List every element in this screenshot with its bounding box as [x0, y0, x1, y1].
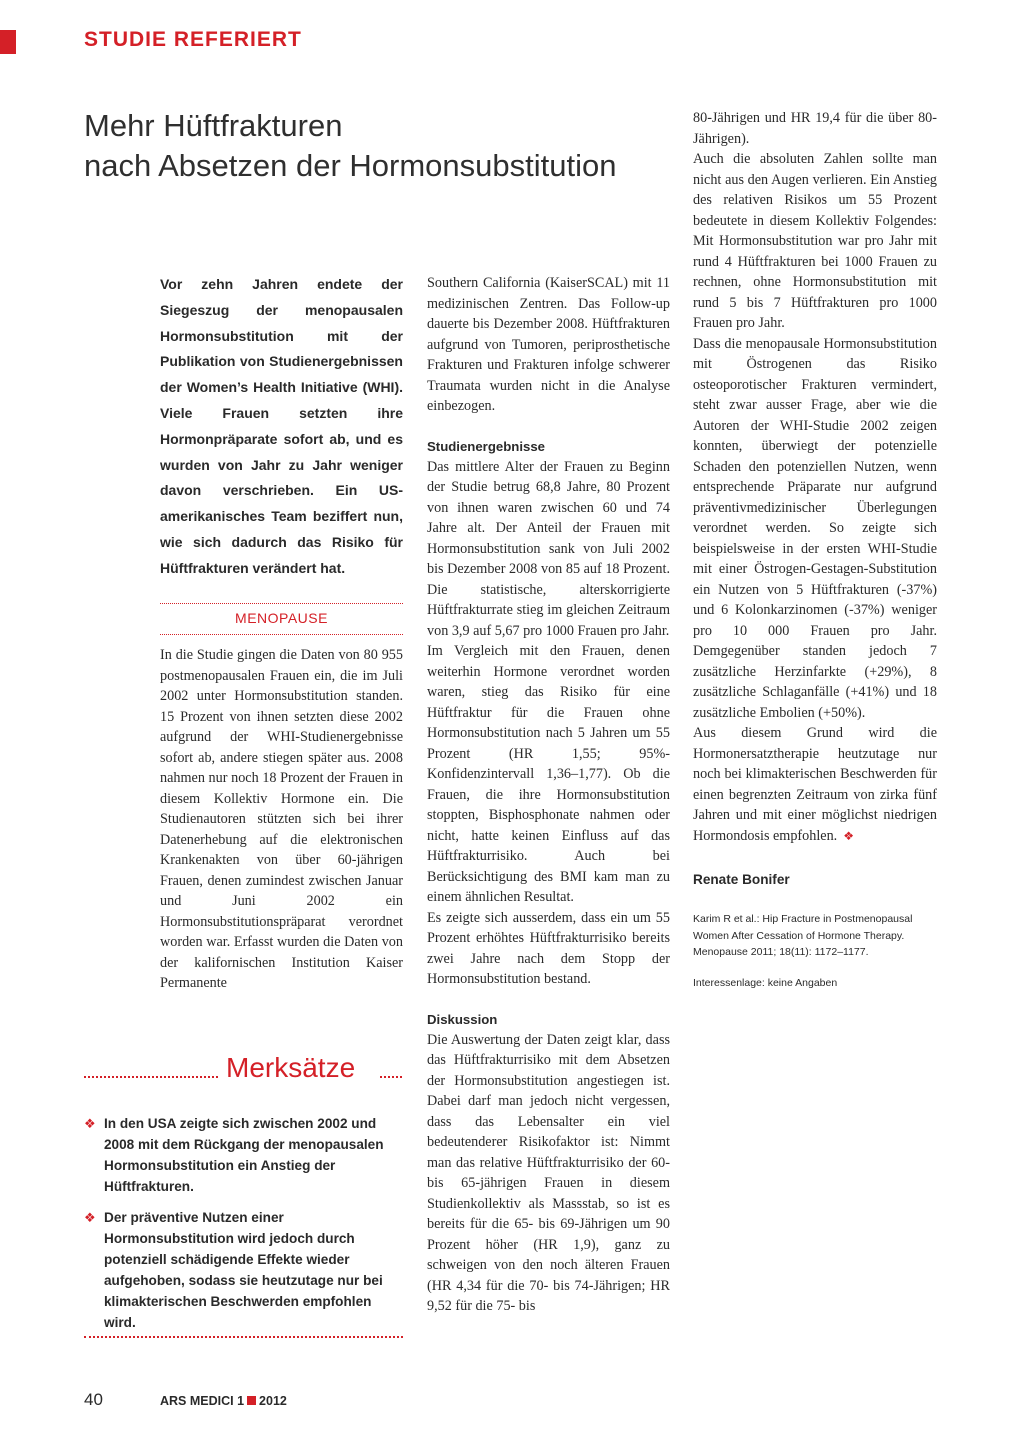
end-diamond-icon: ❖: [843, 828, 854, 843]
merksaetze-divider-right: [380, 1076, 402, 1078]
author-name: Renate Bonifer: [693, 872, 790, 887]
body-paragraph: In die Studie gingen die Daten von 80 955 postmenopausalen Frauen ein, die im Juli 2002 unter Hormonsubstitution standen. 15 Prozent von ihnen setzten diese 2002 aufgrund der WHI-Studienergebnisse sofort ab, andere stiegen später aus. 2008 nahmen nur noch 18 Prozent der Frauen in diesem Kollektiv Hormone ein. Die Studienautoren stützten sich bei ihrer Datenerhebung auf die elektronischen Krankenakten von über 60-jährigen Frauen, denen zumindest zwischen Januar und Juni 2002 ein Hormonsubstitutionspräparat verordnet worden war. Erfasst wurden die Daten von der kalifornischen Institution Kaiser Permanente: [160, 647, 403, 991]
conflict-of-interest: Interessenlage: keine Angaben: [693, 977, 838, 989]
body-paragraph: Auch die absoluten Zahlen sollte man nicht aus den Augen verlieren. Ein Anstieg des relativen Risikos um 55 Prozent bedeutete in diesem Kollektiv Folgendes: Mit Hormonsubstitution war pro Jahr mit rund 4 Hüftfrakturen bei 1000 Frauen zu rechnen, ohne Hormonsubstitution mit rund 5 bis 7 Hüftfrakturen pro 1000 Frauen pro Jahr.: [693, 151, 937, 331]
kicker-divider-bottom: [160, 634, 403, 635]
body-column-3: [693, 108, 937, 846]
body-paragraph: Southern California (KaiserSCAL) mit 11 medizinischen Zentren. Das Follow-up dauerte bis Dezember 2008. Hüftfrakturen aufgrund von Tumoren, periprosthetische Frakturen und Frakturen infolge schwerer Traumata wurden nicht in die Analyse einbezogen.: [427, 275, 670, 414]
title-line-2: nach Absetzen der Hormonsubstitution: [84, 148, 617, 183]
subheading-discussion: Diskussion: [427, 1011, 498, 1027]
merksaetze-item: ❖ Der präventive Nutzen einer Hormonsubstitution wird jedoch durch potenziell schädigende Effekte wieder aufgehoben, sodass sie heutzutage nur bei klimakterischen Beschwerden empfohlen wird.: [84, 1207, 403, 1312]
merksaetze-divider-bottom: [84, 1336, 403, 1338]
page-number: 40: [84, 1390, 103, 1409]
kicker-divider-top: [160, 603, 403, 604]
page-title: [84, 106, 684, 186]
body-paragraph: Dass die menopausale Hormonsubstitution mit Östrogenen das Risiko osteoporotischer Frakturen vermindert, steht zwar ausser Frage, aber wie die Autoren der WHI-Studie 2002 zeigen konnten, überwiegt der potenzielle Schaden den potenziellen Nutzen, wenn entsprechende Präparate nur aufgrund präventivmedizinischer Überlegungen verordnet werden. So zeigte sich beispielsweise in der ersten WHI-Studie mit einer Östrogen-Gestagen-Substitution ein Nutzen von 5 Hüftfrakturen (-37%) und 6 Kolonkarzinomen (-37%) weniger pro 10 000 Frauen pro Jahr. Demgegenüber standen jedoch 7 zusätzliche Herzinfarkte (+29%), 8 zusätzliche Schlaganfälle (+41%) und 18 zusätzliche Embolien (+50%).: [693, 335, 937, 721]
merksaetze-divider-left: [84, 1076, 218, 1078]
lead-paragraph: Vor zehn Jahren endete der Siegeszug der menopausalen Hormonsubstitution mit der Publikation von Studienergebnissen der Women’s Health Initiative (WHI). Viele Frauen setzten ihre Hormonpräparate sofort ab, und es wurden von Jahr zu Jahr weniger davon verschrieben. Ein US-amerikanisches Team beziffert nun, wie sich dadurch das Risiko für Hüftfrakturen verändert hat.: [160, 276, 403, 576]
merksaetze-item: ❖ In den USA zeigte sich zwischen 2002 und 2008 mit dem Rückgang der menopausalen Hormonsubstitution ein Anstieg der Hüftfrakturen.: [84, 1113, 403, 1197]
merksaetze-title: Merksätze: [226, 1052, 356, 1083]
body-column-1: [160, 645, 403, 994]
body-paragraph: Die Auswertung der Daten zeigt klar, dass das Hüftfrakturrisiko mit dem Absetzen der Hormonsubstitution angestiegen ist. Dabei darf man jedoch nicht vergessen, dass das Lebensalter ein viel bedeutenderer Risikofaktor ist: Nimmt man das relative Hüftfrakturrisiko der 60- bis 65-jährigen Frauen in diesem Studienkollektiv als Massstab, so ist es bereits für die 65- bis 69-Jährigen um 90 Prozent höher (HR 1,9), ganz zu schweigen von den noch älteren Frauen (HR 4,34 für die 70- bis 74-Jährigen; HR 9,52 für die 75- bis: [427, 1031, 670, 1314]
merksaetze-header: [84, 1054, 403, 1088]
footer-journal: [160, 1394, 287, 1408]
body-column-2: [427, 273, 670, 1317]
subheading-results: Studienergebnisse: [427, 438, 545, 454]
body-paragraph: 80-Jährigen und HR 19,4 für die über 80-Jährigen).: [693, 110, 937, 147]
kicker: MENOPAUSE: [235, 610, 328, 626]
journal-year: 2012: [259, 1394, 287, 1408]
body-paragraph: Das mittlere Alter der Frauen zu Beginn der Studie betrug 68,8 Jahre, 80 Prozent von ihnen waren zwischen 60 und 74 Jahre alt. Der Anteil der Frauen mit Hormonsubstitution sank von Juli 2002 bis Dezember 2008 von 85 auf 18 Prozent. Die statistische, alterskorrigierte Hüftfrakturrate stieg im gleichen Zeitraum von 3,9 auf 5,67 pro 1000 Frauen pro Jahr.: [427, 458, 670, 639]
section-label: STUDIE REFERIERT: [84, 28, 302, 51]
section-marker: [0, 30, 16, 54]
diamond-icon: ❖: [84, 1116, 96, 1131]
body-paragraph: [693, 723, 937, 846]
closing-text: Aus diesem Grund wird die Hormonersatztherapie heutzutage nur noch bei klimakterischen Beschwerden für einen begrenzten Zeitraum von zirka fünf Jahren und mit einer möglichst niedrigen Hormondosis empfohlen.: [693, 725, 937, 844]
title-line-1: Mehr Hüftfrakturen: [84, 108, 343, 143]
journal-name: ARS MEDICI 1: [160, 1394, 245, 1408]
reference: Karim R et al.: Hip Fracture in Postmenopausal Women After Cessation of Hormone Therapy. Menopause 2011; 18(11): 1172–1177.: [693, 913, 913, 958]
square-icon: [247, 1396, 256, 1405]
diamond-icon: ❖: [84, 1210, 96, 1225]
body-paragraph: Im Vergleich mit den Frauen, denen weiterhin Hormone verordnet worden waren, stieg das Risiko für eine Hüftfraktur für die Frauen ohne Hormonsubstitution nach 5 Jahren um 55 Prozent (HR 1,55; 95%-Konfidenzintervall 1,36–1,77). Ob die Frauen, die ihre Hormonsubstitution stoppten, Bisphosphonate nahmen oder nicht, hatte keinen Einfluss auf das Hüftfrakturrisiko. Auch bei Berücksichtigung des BMI kam man zu einem ähnlichen Resultat.: [427, 643, 670, 905]
body-paragraph: Es zeigte sich ausserdem, dass ein um 55 Prozent erhöhtes Hüftfrakturrisiko bereits zwei Jahre nach dem Stopp der Hormonsubstitution bestand.: [427, 909, 670, 987]
